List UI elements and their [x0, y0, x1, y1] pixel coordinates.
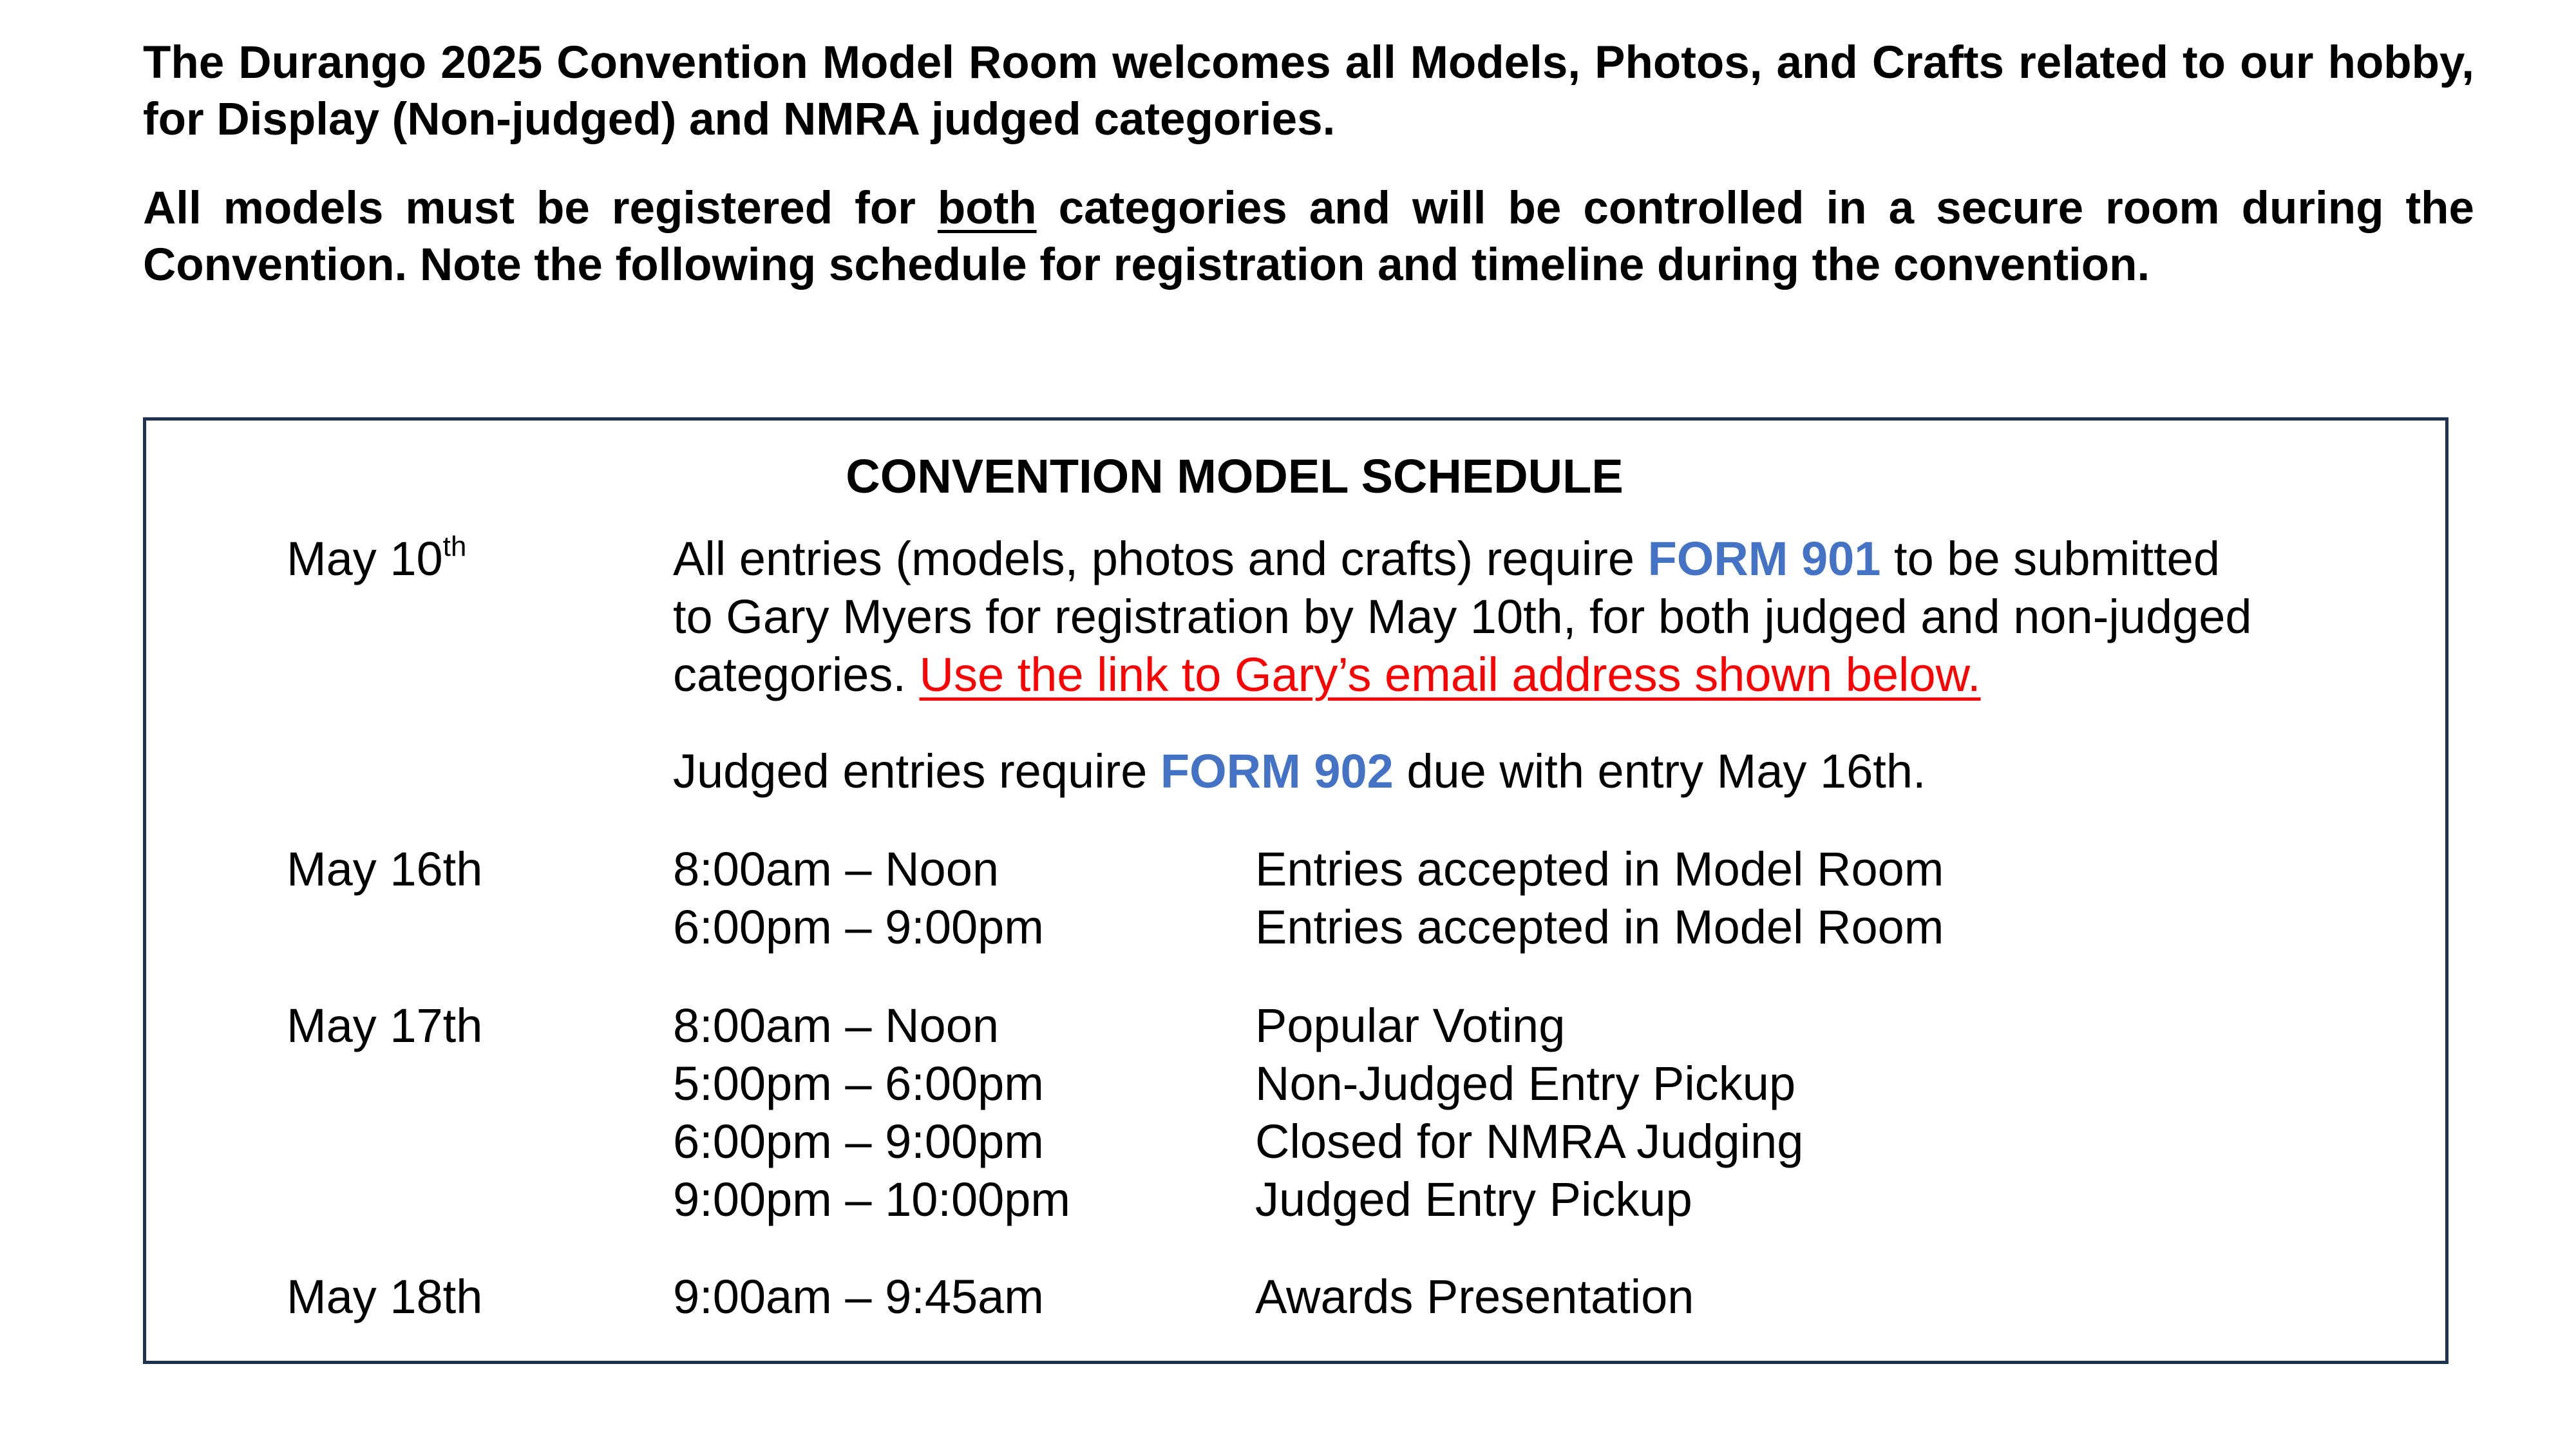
schedule-date-may-17: May 17th: [287, 999, 483, 1052]
schedule-time: 9:00am – 9:45am: [673, 1270, 1044, 1323]
schedule-time: 8:00am – Noon: [673, 999, 999, 1052]
may10-line1-before: All entries (models, photos and crafts) require: [673, 532, 1648, 585]
schedule-event: Popular Voting: [1255, 999, 1566, 1052]
may10-line-3: [673, 646, 1981, 704]
intro-p2-before: All models must be registered for: [143, 183, 938, 234]
schedule-event: Entries accepted in Model Room: [1255, 842, 1944, 896]
may10-line4-after: due with entry May 16th.: [1393, 744, 1926, 798]
schedule-time: 5:00pm – 6:00pm: [673, 1057, 1044, 1110]
date-main: May 10: [287, 532, 443, 585]
schedule-event: Closed for NMRA Judging: [1255, 1115, 1804, 1168]
schedule-date-may-16: May 16th: [287, 842, 483, 896]
may10-line1-after: to be submitted: [1880, 532, 2220, 585]
form-901-reference: FORM 901: [1647, 532, 1881, 585]
intro-p2-after: categories and will be controlled in a secure room during the Convention. Note the following schedule for registration and timeline during the convention.: [143, 183, 2474, 290]
schedule-box: [143, 417, 2448, 1364]
intro-paragraph-welcome: The Durango 2025 Convention Model Room welcomes all Models, Photos, and Crafts related to our hobby, for Display (Non-judged) and NMRA judged categories.: [143, 37, 2474, 145]
gary-email-link[interactable]: Use the link to Gary’s email address shown below.: [919, 648, 1981, 701]
may10-line-2: to Gary Myers for registration by May 10th, for both judged and non-judged: [673, 590, 2252, 643]
may10-line3-before: categories.: [673, 648, 920, 701]
schedule-time: 6:00pm – 9:00pm: [673, 900, 1044, 954]
schedule-event: Entries accepted in Model Room: [1255, 900, 1944, 954]
schedule-date-may-18: May 18th: [287, 1270, 483, 1323]
schedule-time: 8:00am – Noon: [673, 842, 999, 896]
schedule-time: 6:00pm – 9:00pm: [673, 1115, 1044, 1168]
schedule-event: Judged Entry Pickup: [1255, 1173, 1692, 1226]
intro-p2-underlined-both: both: [937, 183, 1037, 234]
may10-line-1: [673, 530, 2220, 588]
date-superscript: th: [442, 531, 467, 562]
schedule-event: Awards Presentation: [1255, 1270, 1694, 1323]
schedule-title: CONVENTION MODEL SCHEDULE: [846, 450, 1624, 503]
schedule-event: Non-Judged Entry Pickup: [1255, 1057, 1796, 1110]
may10-line4-before: Judged entries require: [673, 744, 1160, 798]
may10-line-4: [673, 743, 1926, 800]
schedule-time: 9:00pm – 10:00pm: [673, 1173, 1071, 1226]
form-902-reference: FORM 902: [1160, 744, 1394, 798]
intro-paragraph-registration: [143, 180, 2474, 294]
schedule-date-may-10: [287, 530, 466, 588]
